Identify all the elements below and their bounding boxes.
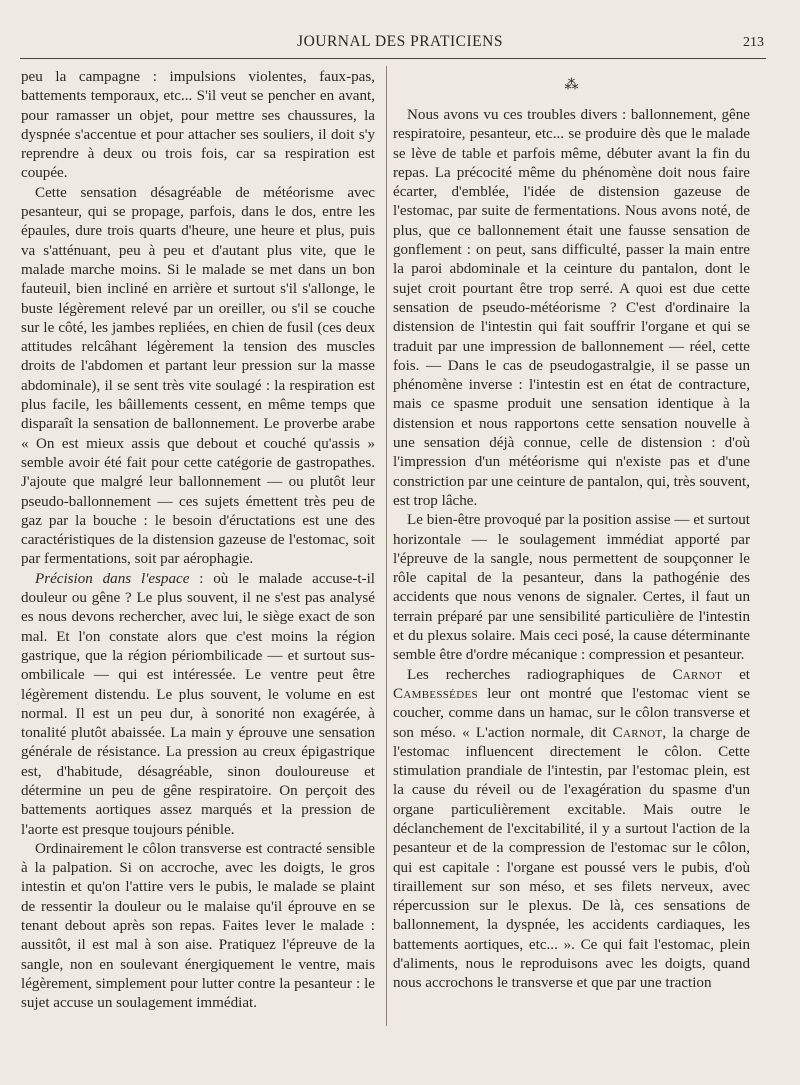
- header-rule: [20, 58, 766, 59]
- right-paragraph-1: Nous avons vu ces troubles divers : ballonnement, gêne respiratoire, pesanteur, etc... se produire dès que le malade se lève de table et parfois même, débuter avant la fin du repas. La précocité même du phénomène doit nous faire écarter, d'emblée, l'idée de distension gazeuse de l'estomac, par suite de fermentations. Nous avons noté, de plus, que ce ballonnement était une fausse sensation de gonflement : on peut, sans difficulté, passer la main entre la paroi abdominale et la ceinture du pantalon, dont le sujet croit pourtant être trop serré. A quoi est due cette sensation de pseudo-météorisme ? C'est d'ordinaire la distension de l'intestin qui fait souffrir l'organe et qui se traduit par une impression de ballonnement — réel, cette fois. — Dans le cas de pseudogastralgie, il se passe un phénomène inverse : l'intestin est en état de contracture, mais ce spasme produit une sensation identique à la distension et nous rapportons cette sensation nouvelle à une sensation déjà connue, celle de distension : d'où l'impression d'un météorisme qui n'existe pas et d'une constriction par une ceinture de pantalon, qui, très souvent, est trop lâche.: [393, 107, 750, 509]
- left-paragraph-4: Ordinairement le côlon transverse est contracté sensible à la palpation. Si on accroche, avec les doigts, le gros intestin et qu'on l'attire vers le pubis, le malade se plaint de ressentir la douleur ou le malaise qu'il éprouve en se tenant debout après son repas. Faites lever le malade : aussitôt, il est mal à son aise. Pratiquez l'épreuve de la sangle, non en soulevant énergiquement le ventre, mais légèrement, simplement pour lutter contre la pesanteur : le sujet accuse un soulagement immédiat.: [21, 840, 375, 1012]
- asterism-separator: ⁂: [564, 78, 579, 93]
- column-divider: [386, 66, 387, 1026]
- text-span: leur ont montré que l'estomac vient se coucher, comme dans un hamac, sur le côlon transverse et son méso. « L'action normale, dit: [393, 685, 750, 741]
- running-header-title: JOURNAL DES PRATICIENS: [297, 33, 503, 50]
- right-column: [393, 68, 750, 994]
- text-span: , la charge de l'estomac influencent directement le côlon. Cette stimulation prandiale de l'intestin, par l'estomac plein, est la cause du réveil ou de l'exagération du spasme d'un organe particulièrement excitable. Mais outre le déclanchement de l'excitabilité, il y a surtout l'action de la pesanteur et de la compression de l'estomac sur le côlon, qui est capitale : l'organe est poussé vers le pubis, d'où tiraillement sur son méso, et ses filets nerveux, avec répercussion sur le plexus. De là, ces sensations de ballonnement, la dyspnée, les accidents cardiaques, les battements aortiques, etc... ». Ce qui fait l'estomac, plein d'aliments, nous le reproduisons avec les doigts, quand nous accrochons le transverse et que par une traction: [393, 724, 750, 992]
- author-name-cambessedes: Cambessédes: [393, 685, 478, 702]
- right-paragraph-3: [393, 666, 750, 994]
- page-number: 213: [743, 35, 764, 50]
- text-span: et: [722, 666, 751, 683]
- left-paragraph-3: [21, 570, 375, 840]
- italic-lead-phrase: Précision dans l'espace: [35, 570, 190, 587]
- author-name-carnot: Carnot: [672, 666, 723, 683]
- right-paragraph-2: Le bien-être provoqué par la position assise — et surtout horizontale — le soulagement immédiat apporté par l'épreuve de la sangle, nous permettent de soupçonner le rôle capital de la pesanteur, dans la pathogénie des accidents que nous venons de signaler. Certes, il faut un terrain préparé par une sensibilité particulière de l'intestin et du plexus solaire. Mais ceci posé, la cause déterminante semble être d'ordre mécanique : compression et pesanteur.: [393, 512, 750, 664]
- left-column: [21, 68, 375, 1014]
- author-name-carnot: Carnot: [612, 724, 663, 741]
- left-paragraph-2: Cette sensation désagréable de météorisme avec pesanteur, qui se propage, parfois, dans le dos, entre les épaules, dure trois quarts d'heure, une heure et plus, puis va s'atténuant, peu à peu et d'autant plus vite, que le malade marche moins. Si le malade se met dans un bon fauteuil, bien incliné en arrière et surtout s'il s'allonge, le buste légèrement relevé par un oreiller, ou s'il se couche sur le côté, les jambes repliées, en chien de fusil (ces deux attitudes relcâhant légèrement la tension des muscles droits de l'abdomen et partant leur pression sur la masse abdominale), il se sent très vite soulagé : la respiration est plus facile, les bâillements cessent, en même temps que disparaît la sensation de ballonnement. Le proverbe arabe « On est mieux assis que debout et couché qu'assis » semble avoir été fait pour cette catégorie de gastropathes. J'ajoute que malgré leur ballonnement — ou plutôt leur pseudo-ballonnement — ces sujets émettent très peu de gaz par la bouche : le besoin d'éructations est une des caractéristiques de la distension gazeuse de l'estomac, soit par fermentations, soit par aérophagie.: [21, 184, 375, 568]
- left-paragraph-3-text: : où le malade accuse-t-il douleur ou gêne ? Le plus souvent, il ne s'est pas analysé es nous devons rechercher, avec lui, le siège exact de son mal. Et l'on constate alors que c'est moins la région gastrique, que la région périombilicade — et surtout sus-ombilicale — qui est intéressée. Le ventre peut être légèrement distendu. Le plus souvent, le volume en est normal. Il est un peu dur, à sonorité non exagérée, à tonalité plutôt abaissée. La main y éprouve une sensation générale de résistance. La pression au creux épigastrique est, d'habitude, désagréable, sinon douloureuse et détermine un peu de gêne respiratoire. On perçoit des battements aortiques assez marqués et la pression de l'aorte est presque toujours pénible.: [21, 570, 375, 838]
- text-span: Les recherches radiographiques de: [407, 666, 673, 683]
- left-paragraph-1: peu la campagne : impulsions violentes, faux-pas, battements temporaux, etc... S'il veut se pencher en avant, pour ramasser un objet, pour mettre ses chaussures, la dyspnée s'accentue et pour attacher ses souliers, il doit s'y reprendre à deux ou trois fois, car sa respiration est coupée.: [21, 69, 375, 182]
